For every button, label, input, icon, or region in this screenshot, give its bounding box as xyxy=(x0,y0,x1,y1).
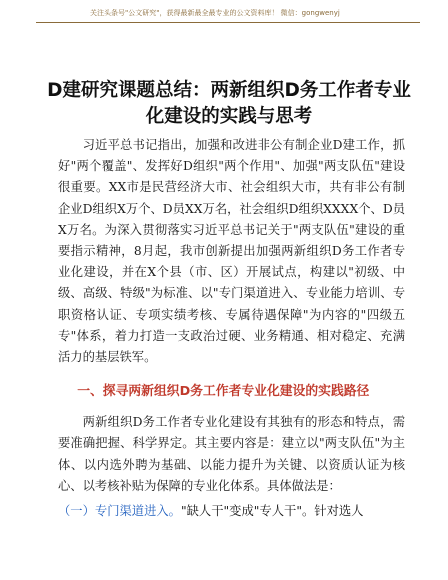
document-title: D建研究课题总结：两新组织D务工作者专业化建设的实践与思考 xyxy=(47,80,411,127)
header-note: 关注头条号"公文研究"，获得最新最全最专业的公文资料库！ 微信：gongwenyj xyxy=(90,9,340,17)
subsection-label: （一）专门渠道进入。 xyxy=(58,504,181,519)
subsection-text: "缺人干"变成"专人干"。针对选人 xyxy=(180,504,364,519)
intro-paragraph: 习近平总书记指出，加强和改进非公有制企业D建工作，抓好"两个覆盖"、发挥好D组织"两个作用"、加强"两支队伍"建设很重要。XX市是民营经济大市、社会组织大市，共有非公有制企业D组织X万个、D员XX万名，社会组织D组织XXXX个、D员X万名。为深入贯彻落实习近平总书记关于"两支队伍"建设的重要指示精神，8月起，我市创新提出加强两新组织D务工作者专业化建设，并在X个县（市、区）开展试点，构建以"初级、中级、高级、特级"为标准、以"专门渠道进入、专业能力培训、专职资格认证、专项实绩考核、专属待遇保障"为内容的"四级五专"体系，着力打造一支政治过硬、业务精通、相对稳定、充满活力的基层铁军。 xyxy=(58,138,405,365)
document-body xyxy=(58,135,405,522)
subsection-line xyxy=(58,501,405,522)
section-paragraph: 两新组织D务工作者专业化建设有其独有的形态和特点，需要准确把握、科学界定。其主要内容是：建立以"两支队伍"为主体、以内选外聘为基础、以能力提升为关键、以资质认证为核心、以考核补贴为保障的专业化体系。具体做法是： xyxy=(58,415,405,493)
header-divider xyxy=(36,22,420,23)
section-heading: 一、探寻两新组织D务工作者专业化建设的实践路径 xyxy=(77,384,370,400)
